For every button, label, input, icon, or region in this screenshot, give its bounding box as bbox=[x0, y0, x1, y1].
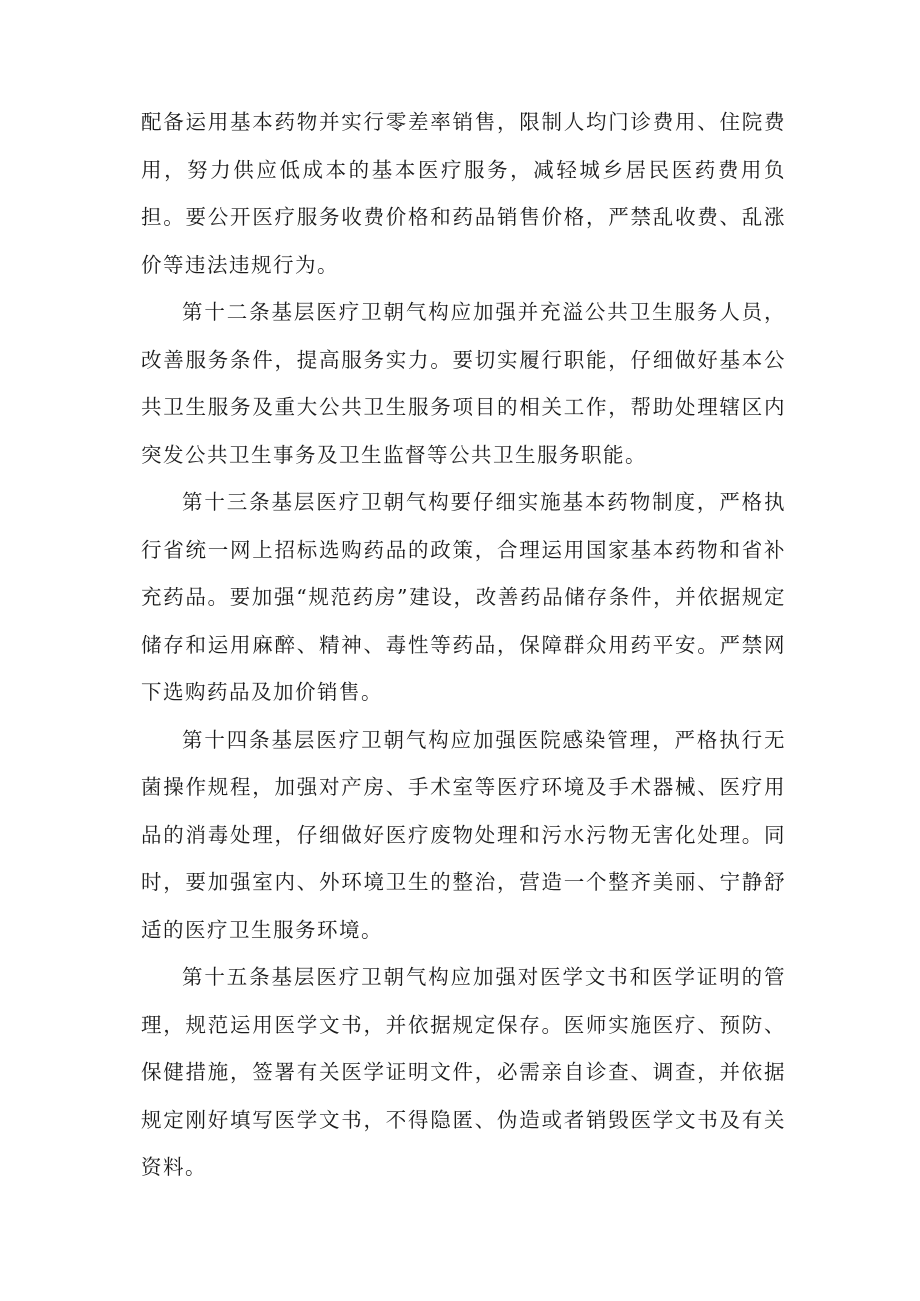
document-body bbox=[141, 99, 786, 1192]
paragraph-article-15: 第十五条基层医疗卫朝气构应加强对医学文书和医学证明的管理，规范运用医学文书，并依据规定保存。医师实施医疗、预防、保健措施，签署有关医学证明文件，必需亲自诊查、调查，并依据规定刚好填写医学文书，不得隐匿、伪造或者销毁医学文书及有关资料。 bbox=[141, 965, 786, 1179]
paragraph-continuation: 配备运用基本药物并实行零差率销售，限制人均门诊费用、住院费用，努力供应低成本的基本医疗服务，减轻城乡居民医药费用负担。要公开医疗服务收费价格和药品销售价格，严禁乱收费、乱涨价等违法违规行为。 bbox=[141, 110, 786, 277]
paragraph-article-13: 第十三条基层医疗卫朝气构要仔细实施基本药物制度，严格执行省统一网上招标选购药品的政策，合理运用国家基本药物和省补充药品。要加强“规范药房”建设，改善药品储存条件，并依据规定储存和运用麻醉、精神、毒性等药品，保障群众用药平安。严禁网下选购药品及加价销售。 bbox=[141, 490, 786, 704]
paragraph-article-14: 第十四条基层医疗卫朝气构应加强医院感染管理，严格执行无菌操作规程，加强对产房、手术室等医疗环境及手术器械、医疗用品的消毒处理，仔细做好医疗废物处理和污水污物无害化处理。同时，要加强室内、外环境卫生的整治，营造一个整齐美丽、宁静舒适的医疗卫生服务环境。 bbox=[141, 727, 786, 942]
paragraph-article-12: 第十二条基层医疗卫朝气构应加强并充溢公共卫生服务人员，改善服务条件，提高服务实力。要切实履行职能，仔细做好基本公共卫生服务及重大公共卫生服务项目的相关工作，帮助处理辖区内突发公共卫生事务及卫生监督等公共卫生服务职能。 bbox=[141, 300, 786, 467]
